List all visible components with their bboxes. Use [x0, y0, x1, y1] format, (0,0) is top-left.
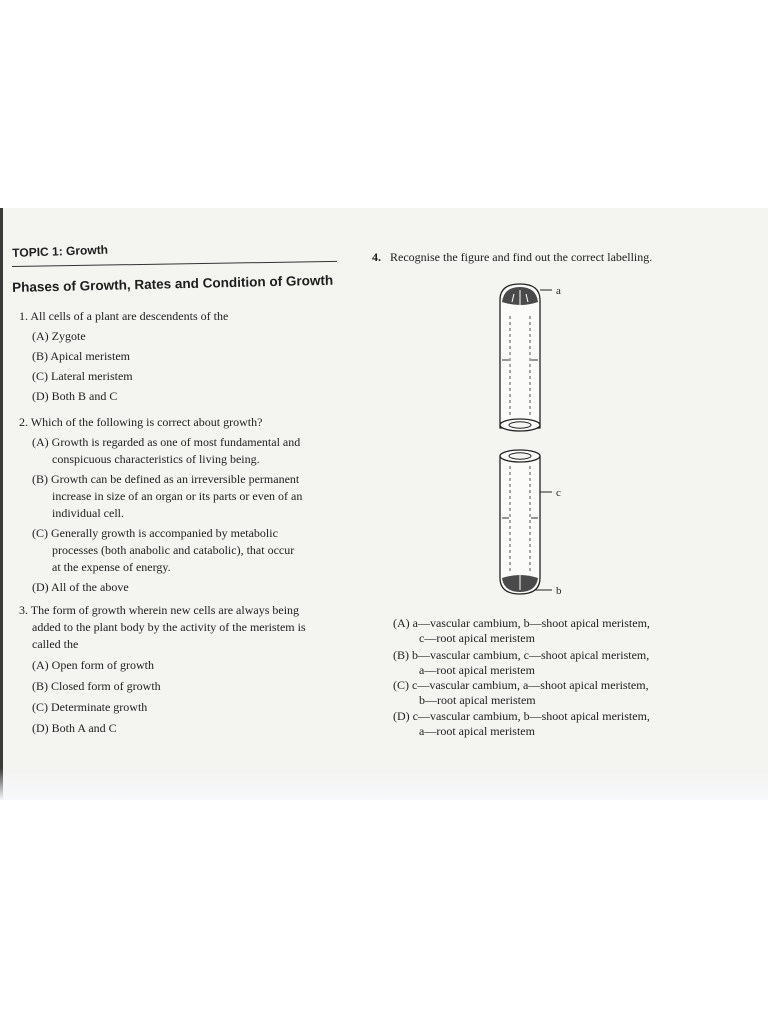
option-line: c—root apical meristem [419, 631, 535, 645]
option-c[interactable] [393, 678, 649, 708]
option-line: (A) a—vascular cambium, b—shoot apical meristem, [393, 616, 650, 630]
label-c: c [556, 487, 561, 499]
option-d[interactable]: (D) Both B and C [32, 389, 118, 403]
option-line: individual cell. [52, 506, 124, 520]
meristem-figure [490, 278, 590, 608]
question-1 [19, 308, 228, 405]
option-d[interactable] [393, 709, 650, 739]
question-text: Which of the following is correct about growth? [30, 415, 263, 429]
option-line: (D) All of the above [32, 580, 129, 594]
option-line: (B) Growth can be defined as an irreversible permanent [32, 472, 300, 486]
question-number: 3. [19, 603, 28, 617]
question-text: The form of growth wherein new cells are always being [30, 603, 300, 617]
option-line: at the expense of energy. [52, 560, 171, 574]
option-d[interactable]: (D) Both A and C [32, 721, 117, 735]
page-edge [0, 208, 3, 800]
option-line: a—root apical meristem [419, 663, 535, 677]
topic-underline [12, 261, 337, 267]
option-line: b—root apical meristem [419, 693, 536, 707]
topic-heading [12, 243, 108, 260]
topic-name: Growth [65, 242, 109, 259]
option-b[interactable] [393, 648, 649, 678]
question-stem [19, 308, 228, 325]
option-line: (D) c—vascular cambium, b—shoot apical meristem, [393, 709, 650, 723]
option-line: processes (both anabolic and catabolic), that occur [52, 543, 295, 557]
option-a[interactable]: (A) Open form of growth [32, 658, 154, 672]
option-a[interactable]: (A) Zygote [32, 329, 86, 343]
question-2 [19, 414, 344, 596]
question-number: 2. [19, 415, 28, 429]
option-c[interactable] [32, 525, 344, 576]
question-number: 4. [372, 250, 381, 264]
option-line: (A) Growth is regarded as one of most fundamental and [32, 435, 301, 449]
option-b[interactable]: (B) Apical meristem [32, 349, 130, 363]
question-text: Recognise the figure and find out the correct labelling. [390, 250, 653, 264]
question-text: All cells of a plant are descendents of the [30, 309, 229, 323]
textbook-page [0, 208, 768, 800]
cambium-ring-inner [509, 422, 531, 428]
cambium-ring-inner [509, 453, 531, 459]
option-d[interactable] [32, 579, 344, 596]
section-title: Phases of Growth, Rates and Condition of Growth [12, 272, 334, 295]
option-line: (C) Generally growth is accompanied by metabolic [32, 526, 278, 540]
question-stem [19, 414, 344, 431]
option-b[interactable]: (B) Closed form of growth [32, 679, 161, 693]
option-c[interactable]: (C) Lateral meristem [32, 369, 133, 383]
page-glare [0, 768, 768, 800]
option-a[interactable] [393, 616, 650, 646]
question-3 [19, 602, 306, 737]
lower-tube [500, 456, 540, 594]
option-line: conspicuous characteristics of living being. [52, 452, 260, 466]
option-line: (C) c—vascular cambium, a—shoot apical meristem, [393, 678, 649, 692]
option-a[interactable] [32, 434, 344, 468]
label-b: b [556, 585, 562, 597]
option-line: increase in size of an organ or its parts or even of an [52, 489, 303, 503]
question-number: 1. [19, 309, 28, 323]
topic-label: TOPIC 1: [12, 244, 63, 260]
question-4-stem [372, 250, 652, 265]
option-line: a—root apical meristem [419, 724, 535, 738]
option-line: (B) b—vascular cambium, c—shoot apical meristem, [393, 648, 650, 662]
question-stem [19, 602, 306, 619]
label-a: a [556, 285, 561, 297]
question-text-line: added to the plant body by the activity of the meristem is [32, 620, 306, 634]
question-text-line: called the [32, 637, 79, 651]
option-b[interactable] [32, 471, 344, 522]
option-c[interactable]: (C) Determinate growth [32, 700, 148, 714]
